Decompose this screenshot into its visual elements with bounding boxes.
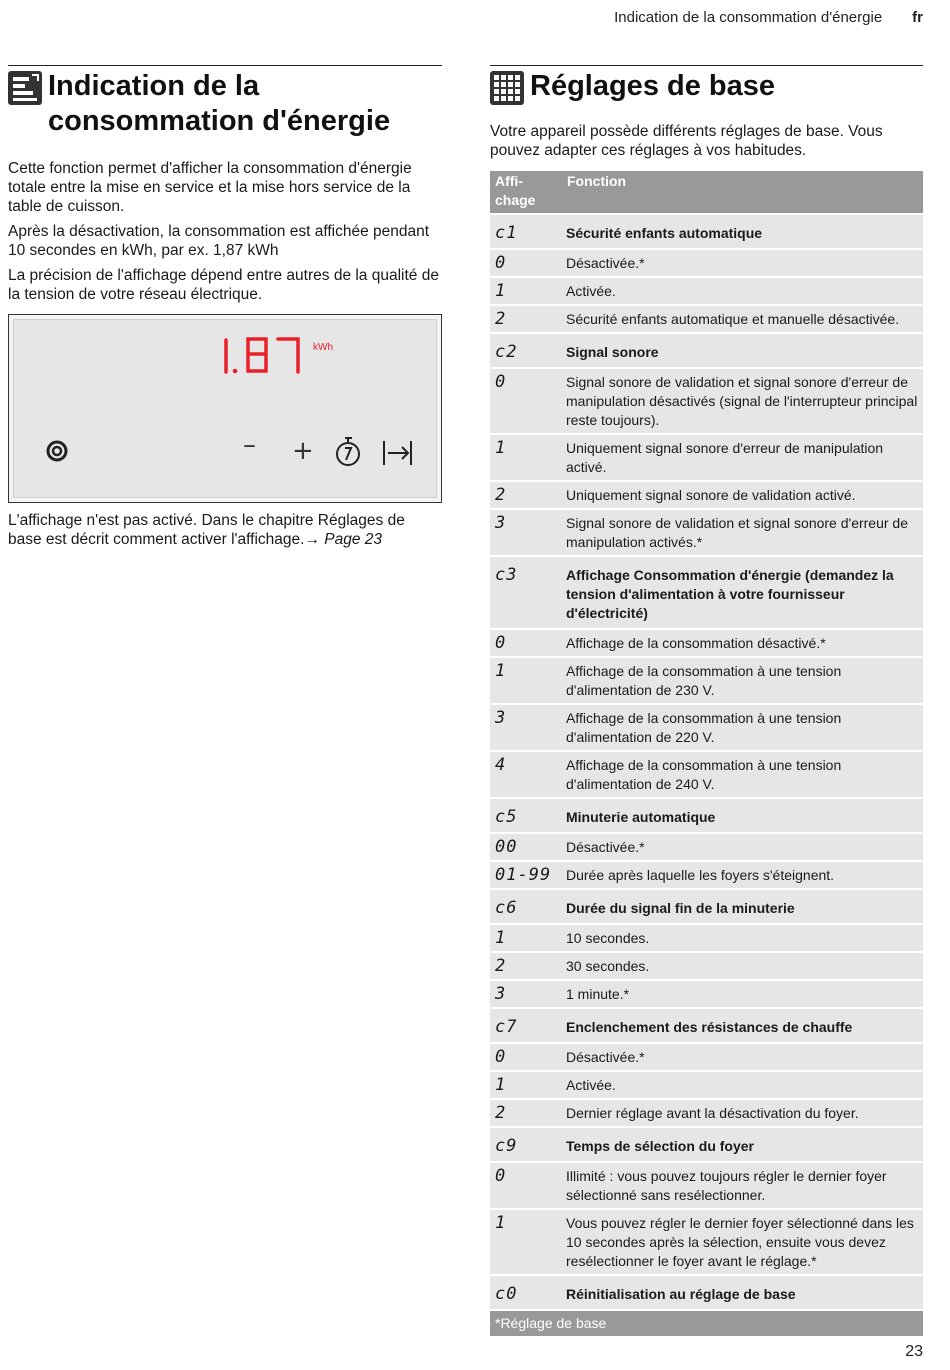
setting-description: Désactivée.* bbox=[562, 1044, 923, 1070]
setting-code bbox=[490, 1128, 562, 1161]
note-text: L'affichage n'est pas activé. Dans le chapitre Réglages de base est décrit comment activer l'affichage. bbox=[8, 512, 405, 548]
setting-code bbox=[490, 925, 562, 951]
setting-code-value: 0 bbox=[495, 372, 507, 392]
setting-code bbox=[490, 630, 562, 656]
setting-code bbox=[490, 658, 562, 703]
setting-code bbox=[490, 799, 562, 832]
setting-code bbox=[490, 215, 562, 248]
setting-code bbox=[490, 482, 562, 508]
arrow-icon: → bbox=[304, 531, 320, 548]
setting-code bbox=[490, 1009, 562, 1042]
setting-option-row bbox=[490, 630, 923, 656]
setting-code bbox=[490, 250, 562, 276]
setting-code bbox=[490, 834, 562, 860]
setting-code-value: c0 bbox=[495, 1284, 518, 1304]
paragraph-precision: La précision de l'affichage dépend entre autres de la qualité de la tension de votre réseau électrique. bbox=[8, 267, 439, 303]
setting-code-value: c7 bbox=[495, 1017, 518, 1037]
section-title: Indication de la consommation d'énergie bbox=[48, 70, 391, 137]
setting-option-row bbox=[490, 953, 923, 979]
setting-description: Affichage de la consommation à une tension d'alimentation de 240 V. bbox=[562, 752, 923, 797]
paragraph-intro: Votre appareil possède différents réglages de base. Vous pouvez adapter ces réglages à vos habitudes. bbox=[490, 123, 883, 159]
setting-code bbox=[490, 981, 562, 1007]
setting-option-row bbox=[490, 435, 923, 480]
setting-description: Minuterie automatique bbox=[562, 799, 923, 832]
setting-option-row bbox=[490, 369, 923, 433]
setting-group-row bbox=[490, 1128, 923, 1161]
column-header-code: Affi- chage bbox=[490, 171, 562, 213]
powerboost-icon[interactable] bbox=[384, 441, 411, 465]
heading-rule bbox=[490, 65, 923, 66]
page-reference-link[interactable]: Page 23 bbox=[324, 531, 383, 548]
setting-option-row bbox=[490, 1163, 923, 1208]
setting-description: Sécurité enfants automatique bbox=[562, 215, 923, 248]
setting-description: Affichage de la consommation à une tension d'alimentation de 220 V. bbox=[562, 705, 923, 750]
setting-description: Sécurité enfants automatique et manuelle désactivée. bbox=[562, 306, 923, 332]
setting-option-row bbox=[490, 705, 923, 750]
setting-description: Désactivée.* bbox=[562, 834, 923, 860]
setting-code bbox=[490, 510, 562, 555]
energy-readout bbox=[226, 339, 298, 373]
heading-rule bbox=[8, 65, 442, 66]
setting-code-value: 1 bbox=[495, 281, 507, 301]
setting-code-value: 0 bbox=[495, 1047, 507, 1067]
setting-code bbox=[490, 1072, 562, 1098]
setting-code bbox=[490, 369, 562, 433]
setting-description: 30 secondes. bbox=[562, 953, 923, 979]
setting-option-row bbox=[490, 1210, 923, 1274]
setting-code bbox=[490, 306, 562, 332]
setting-code bbox=[490, 435, 562, 480]
setting-description: 10 secondes. bbox=[562, 925, 923, 951]
setting-description: Affichage Consommation d'énergie (demandez la tension d'alimentation à votre fournisseur d'électricité) bbox=[562, 557, 923, 628]
setting-code-value: 0 bbox=[495, 633, 507, 653]
setting-code-value: 0 bbox=[495, 1166, 507, 1186]
setting-option-row bbox=[490, 834, 923, 860]
setting-description: Désactivée.* bbox=[562, 250, 923, 276]
setting-code bbox=[490, 1276, 562, 1309]
setting-code bbox=[490, 1210, 562, 1274]
setting-group-row bbox=[490, 1276, 923, 1309]
setting-code-value: 1 bbox=[495, 1075, 507, 1095]
setting-code-value: c5 bbox=[495, 807, 518, 827]
setting-code-value: 4 bbox=[495, 755, 507, 775]
table-footer-row bbox=[490, 1311, 923, 1336]
table-header-row bbox=[490, 171, 923, 213]
setting-description: 1 minute.* bbox=[562, 981, 923, 1007]
basic-settings-section bbox=[490, 65, 923, 1338]
setting-group-row bbox=[490, 215, 923, 248]
setting-option-row bbox=[490, 981, 923, 1007]
setting-group-row bbox=[490, 1009, 923, 1042]
setting-description: Signal sonore bbox=[562, 334, 923, 367]
setting-code-value: 3 bbox=[495, 513, 507, 533]
setting-group-row bbox=[490, 334, 923, 367]
setting-option-row bbox=[490, 658, 923, 703]
setting-description: Affichage de la consommation à une tension d'alimentation de 230 V. bbox=[562, 658, 923, 703]
page-number: 23 bbox=[905, 1343, 923, 1360]
setting-option-row bbox=[490, 862, 923, 888]
setting-description: Activée. bbox=[562, 278, 923, 304]
digit-8-segments bbox=[248, 339, 266, 371]
timer-icon[interactable] bbox=[337, 438, 359, 465]
setting-description: Réinitialisation au réglage de base bbox=[562, 1276, 923, 1309]
setting-code-value: 2 bbox=[495, 1103, 507, 1123]
running-header-title: Indication de la consommation d'énergie bbox=[614, 9, 883, 26]
setting-description: Signal sonore de validation et signal sonore d'erreur de manipulation activés.* bbox=[562, 510, 923, 555]
section-title: Réglages de base bbox=[530, 70, 775, 102]
paragraph-deactivation: Après la désactivation, la consommation est affichée pendant 10 secondes en kWh, par ex. 1,87 kWh bbox=[8, 223, 430, 259]
control-panel-drawing bbox=[14, 320, 438, 499]
section-heading bbox=[490, 69, 923, 105]
setting-code bbox=[490, 752, 562, 797]
setting-option-row bbox=[490, 278, 923, 304]
energy-unit-label: kWh bbox=[313, 342, 333, 353]
setting-description: Durée après laquelle les foyers s'éteignent. bbox=[562, 862, 923, 888]
settings-grid-icon bbox=[490, 71, 524, 105]
section-heading bbox=[8, 69, 442, 139]
control-panel-surface bbox=[13, 319, 437, 498]
setting-group-row bbox=[490, 890, 923, 923]
setting-code-value: 0 bbox=[495, 253, 507, 273]
control-panel-illustration bbox=[8, 314, 442, 503]
settings-table-body bbox=[490, 215, 923, 1309]
setting-code-value: c9 bbox=[495, 1136, 518, 1156]
setting-code-value: 1 bbox=[495, 1213, 507, 1233]
setting-option-row bbox=[490, 1044, 923, 1070]
setting-description: Activée. bbox=[562, 1072, 923, 1098]
setting-code bbox=[490, 953, 562, 979]
minus-icon[interactable]: – bbox=[243, 430, 256, 460]
setting-code-value: 3 bbox=[495, 708, 507, 728]
setting-code bbox=[490, 1163, 562, 1208]
setting-description: Signal sonore de validation et signal sonore d'erreur de manipulation désactivés (signal de l'interrupteur principal reste toujours). bbox=[562, 369, 923, 433]
setting-description: Vous pouvez régler le dernier foyer sélectionné dans les 10 secondes après la sélection, ensuite vous devez resélectionner le foyer avant le réglage.* bbox=[562, 1210, 923, 1274]
setting-description: Dernier réglage avant la désactivation du foyer. bbox=[562, 1100, 923, 1126]
setting-code bbox=[490, 1044, 562, 1070]
setting-code bbox=[490, 334, 562, 367]
setting-description: Temps de sélection du foyer bbox=[562, 1128, 923, 1161]
paragraph-function: Cette fonction permet d'afficher la consommation d'énergie totale entre la mise en service et la mise hors service de la table de cuisson. bbox=[8, 160, 412, 215]
setting-code-value: 2 bbox=[495, 485, 507, 505]
running-header bbox=[614, 9, 923, 26]
setting-option-row bbox=[490, 306, 923, 332]
setting-option-row bbox=[490, 1072, 923, 1098]
setting-group-row bbox=[490, 799, 923, 832]
column-header-function: Fonction bbox=[562, 171, 923, 213]
setting-code-value: 00 bbox=[495, 837, 518, 857]
setting-code bbox=[490, 278, 562, 304]
setting-description: Illimité : vous pouvez toujours régler le dernier foyer sélectionné sans resélectionner. bbox=[562, 1163, 923, 1208]
setting-code-value: c3 bbox=[495, 565, 518, 585]
setting-code bbox=[490, 557, 562, 628]
setting-code-value: 2 bbox=[495, 309, 507, 329]
setting-code-value: 01-99 bbox=[495, 865, 552, 885]
setting-description: Uniquement signal sonore d'erreur de manipulation activé. bbox=[562, 435, 923, 480]
setting-option-row bbox=[490, 250, 923, 276]
energy-consumption-icon bbox=[8, 71, 42, 105]
setting-description: Enclenchement des résistances de chauffe bbox=[562, 1009, 923, 1042]
setting-option-row bbox=[490, 752, 923, 797]
energy-section bbox=[8, 65, 442, 555]
setting-code-value: 1 bbox=[495, 438, 507, 458]
digit-7-segments bbox=[278, 339, 298, 372]
settings-table bbox=[490, 169, 923, 1338]
setting-code-value: c6 bbox=[495, 898, 518, 918]
setting-description: Durée du signal fin de la minuterie bbox=[562, 890, 923, 923]
setting-option-row bbox=[490, 925, 923, 951]
setting-code-value: c1 bbox=[495, 223, 518, 243]
default-setting-footnote: *Réglage de base bbox=[490, 1311, 923, 1336]
setting-code-value: 3 bbox=[495, 984, 507, 1004]
setting-code-value: 1 bbox=[495, 928, 507, 948]
setting-code bbox=[490, 890, 562, 923]
setting-code-value: 2 bbox=[495, 956, 507, 976]
setting-code bbox=[490, 862, 562, 888]
setting-code bbox=[490, 705, 562, 750]
setting-group-row bbox=[490, 557, 923, 628]
setting-option-row bbox=[490, 1100, 923, 1126]
plus-icon[interactable]: + bbox=[292, 436, 314, 466]
setting-option-row bbox=[490, 482, 923, 508]
setting-option-row bbox=[490, 510, 923, 555]
setting-code-value: c2 bbox=[495, 342, 518, 362]
paragraph-not-activated bbox=[8, 511, 442, 549]
setting-code-value: 1 bbox=[495, 661, 507, 681]
decimal-point bbox=[233, 369, 238, 374]
setting-description: Affichage de la consommation désactivé.* bbox=[562, 630, 923, 656]
language-code: fr bbox=[912, 9, 923, 26]
setting-description: Uniquement signal sonore de validation activé. bbox=[562, 482, 923, 508]
power-switch-icon[interactable] bbox=[48, 442, 66, 460]
setting-code bbox=[490, 1100, 562, 1126]
